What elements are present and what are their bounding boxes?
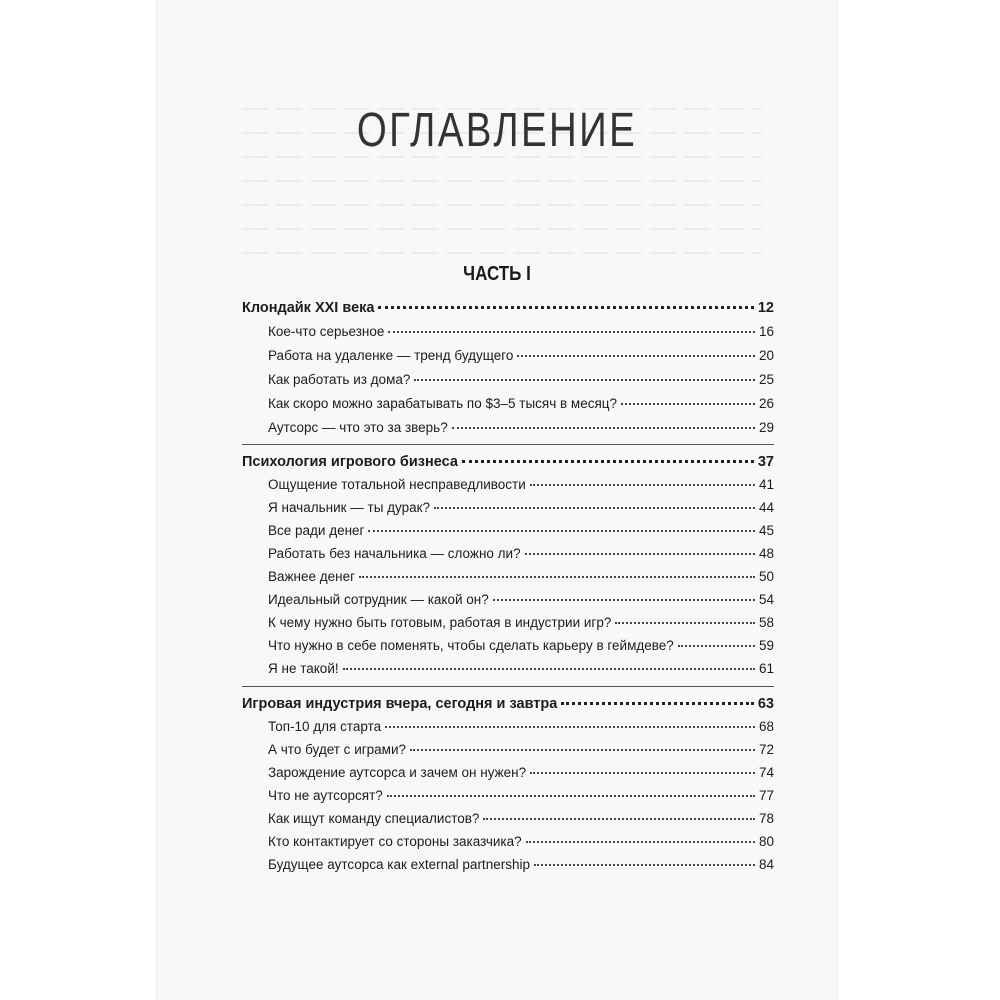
dot-leader [434, 506, 755, 509]
page-number: 41 [758, 477, 774, 492]
page-number: 12 [757, 300, 774, 316]
chapter-divider [242, 686, 774, 687]
dot-leader [378, 305, 753, 309]
toc-chapter[interactable] [242, 696, 774, 716]
section-title: Работа на удаленке — тренд будущего [268, 348, 514, 363]
dot-leader [493, 598, 755, 601]
dot-leader [530, 771, 755, 774]
section-title: Будущее аутсорса как external partnership [268, 857, 530, 872]
toc-section[interactable] [268, 719, 774, 739]
page-number: 16 [758, 324, 774, 339]
section-title: Все ради денег [268, 523, 365, 538]
section-title: Что нужно в себе поменять, чтобы сделать карьеру в геймдеве? [268, 638, 674, 653]
section-title: Топ-10 для старта [268, 719, 382, 734]
toc-section[interactable] [268, 742, 774, 762]
show-through-line [242, 252, 762, 254]
section-title: Работать без начальника — сложно ли? [268, 546, 521, 561]
toc-chapter[interactable] [242, 300, 774, 320]
book-page [157, 0, 837, 1000]
dot-leader [452, 426, 755, 429]
toc-section[interactable] [268, 348, 774, 368]
dot-leader [678, 644, 755, 647]
chapter-title: Психология игрового бизнеса [242, 454, 458, 470]
page-number: 74 [758, 765, 774, 780]
toc-section[interactable] [268, 834, 774, 854]
dot-leader [343, 667, 755, 670]
dot-leader [462, 459, 754, 463]
page-number: 72 [758, 742, 774, 757]
dot-leader [526, 840, 755, 843]
dot-leader [385, 725, 755, 728]
toc-section[interactable] [268, 372, 774, 392]
page-number: 20 [758, 348, 774, 363]
page-number: 50 [758, 569, 774, 584]
toc-section[interactable] [268, 638, 774, 658]
toc-section[interactable] [268, 661, 774, 681]
section-title: Ощущение тотальной несправедливости [268, 477, 526, 492]
toc-section[interactable] [268, 396, 774, 416]
dot-leader [368, 529, 754, 532]
section-title: Как работать из дома? [268, 372, 411, 387]
toc-section[interactable] [268, 523, 774, 543]
section-title: Как ищут команду специалистов? [268, 811, 480, 826]
dot-leader [615, 621, 755, 624]
section-title: Зарождение аутсорса и зачем он нужен? [268, 765, 527, 780]
section-title: Что не аутсорсят? [268, 788, 383, 803]
show-through-line [242, 204, 762, 206]
toc-section[interactable] [268, 569, 774, 589]
chapter-title: Игровая индустрия вчера, сегодня и завтра [242, 696, 558, 712]
page-number: 45 [758, 523, 774, 538]
section-title: Как скоро можно зарабатывать по $3–5 тысяч в месяц? [268, 396, 618, 411]
dot-leader [414, 378, 755, 381]
dot-leader [387, 794, 755, 797]
show-through-line [242, 228, 762, 230]
chapter-divider [242, 444, 774, 445]
section-title: Кто контактирует со стороны заказчика? [268, 834, 522, 849]
section-title: Кое-что серьезное [268, 324, 385, 339]
part-label: ЧАСТЬ I [463, 263, 531, 285]
dot-leader [410, 748, 755, 751]
section-title: А что будет с играми? [268, 742, 406, 757]
section-title: Аутсорс — что это за зверь? [268, 420, 448, 435]
page-number: 78 [758, 811, 774, 826]
section-title: Я начальник — ты дурак? [268, 500, 431, 515]
page-title: ОГЛАВЛЕНИЕ [356, 104, 638, 157]
toc-section[interactable] [268, 477, 774, 497]
chapter-title: Клондайк XXI века [242, 300, 375, 316]
page-number: 29 [758, 420, 774, 435]
dot-leader [621, 402, 755, 405]
page-number: 68 [758, 719, 774, 734]
page-number: 37 [757, 454, 774, 470]
page-number: 48 [758, 546, 774, 561]
dot-leader [561, 701, 754, 705]
page-number: 80 [758, 834, 774, 849]
show-through-line [242, 180, 762, 182]
page-number: 26 [758, 396, 774, 411]
dot-leader [483, 817, 755, 820]
dot-leader [359, 575, 755, 578]
dot-leader [517, 354, 755, 357]
toc-section[interactable] [268, 811, 774, 831]
page-number: 58 [758, 615, 774, 630]
section-title: Я не такой! [268, 661, 339, 676]
toc-section[interactable] [268, 546, 774, 566]
dot-leader [525, 552, 755, 555]
page-number: 61 [758, 661, 774, 676]
page-number: 63 [757, 696, 774, 712]
dot-leader [388, 330, 755, 333]
toc-section[interactable] [268, 857, 774, 877]
toc-section[interactable] [268, 500, 774, 520]
toc-chapter[interactable] [242, 454, 774, 474]
toc-section[interactable] [268, 324, 774, 344]
section-title: Идеальный сотрудник — какой он? [268, 592, 489, 607]
toc-section[interactable] [268, 788, 774, 808]
dot-leader [530, 483, 755, 486]
section-title: Важнее денег [268, 569, 356, 584]
page-number: 59 [758, 638, 774, 653]
page-number: 54 [758, 592, 774, 607]
dot-leader [534, 863, 755, 866]
toc-section[interactable] [268, 765, 774, 785]
page-number: 44 [758, 500, 774, 515]
section-title: К чему нужно быть готовым, работая в индустрии игр? [268, 615, 612, 630]
page-number: 84 [758, 857, 774, 872]
toc-section[interactable] [268, 615, 774, 635]
toc-section[interactable] [268, 592, 774, 612]
toc-section[interactable] [268, 420, 774, 440]
page-number: 25 [758, 372, 774, 387]
page-number: 77 [758, 788, 774, 803]
